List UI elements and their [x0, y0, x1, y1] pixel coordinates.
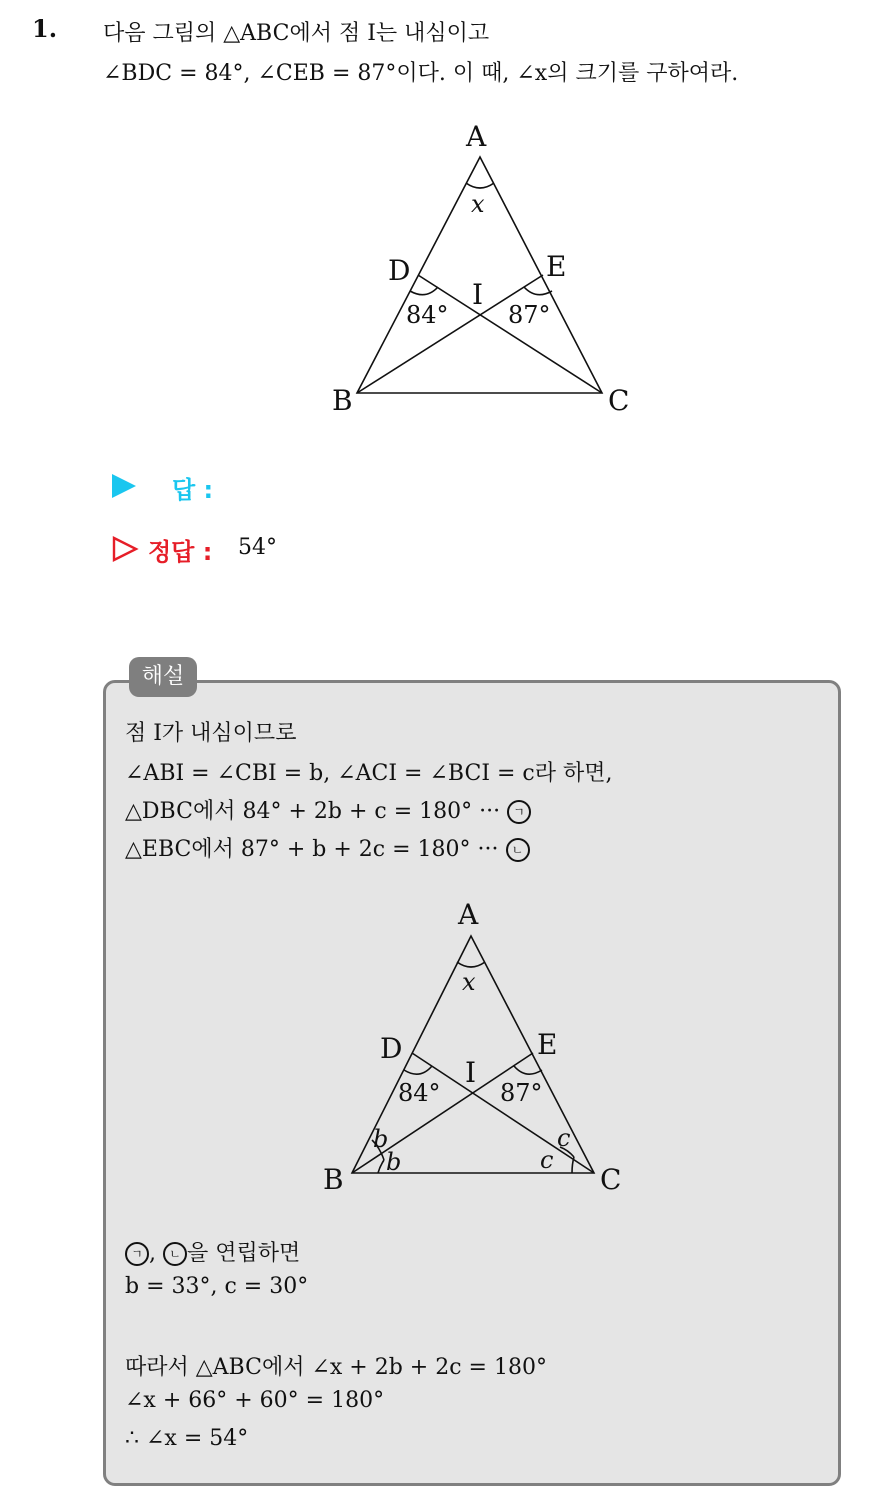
question-line-2: ∠BDC = 84°, ∠CEB = 87°이다. 이 때, ∠x의 크기를 구하여라.: [103, 61, 739, 86]
vertex-label-b: B: [332, 384, 353, 417]
circled-mark-2b: ㄴ: [163, 1242, 187, 1266]
incenter-label-i-2: I: [465, 1056, 477, 1089]
correct-answer-value: 54°: [238, 535, 277, 560]
circled-mark-1: ㄱ: [507, 800, 531, 824]
solution-line-5: [125, 1236, 300, 1267]
angle-x-label: x: [471, 190, 485, 218]
angle-84-label: 84°: [406, 301, 449, 329]
answer-label: 답 :: [172, 476, 214, 504]
solution-line-2: ∠ABI = ∠CBI = b, ∠ACI = ∠BCI = c라 하면,: [125, 761, 613, 786]
solution-line-9: ∴ ∠x = 54°: [125, 1426, 249, 1451]
solution-line-3-text: △DBC에서 84° + 2b + c = 180° ···: [125, 799, 501, 824]
vertex-label-e-2: E: [537, 1028, 558, 1061]
vertex-label-c: C: [608, 384, 630, 417]
vertex-label-d: D: [388, 254, 411, 287]
vertex-label-a: A: [466, 120, 487, 153]
angle-x-label-2: x: [462, 968, 476, 996]
question-number: 1.: [32, 14, 58, 43]
solution-line-1: 점 I가 내심이므로: [125, 721, 297, 746]
angle-87-label-2: 87°: [500, 1079, 543, 1107]
circled-mark-2: ㄴ: [506, 838, 530, 862]
vertex-label-a-2: A: [458, 898, 479, 931]
solution-line-5-sep: ,: [149, 1241, 156, 1266]
solution-line-8: ∠x + 66° + 60° = 180°: [125, 1388, 385, 1413]
solution-line-6: b = 33°, c = 30°: [125, 1274, 309, 1299]
solution-tab: 해설: [129, 657, 197, 697]
angle-87-label: 87°: [508, 301, 551, 329]
circled-mark-1b: ㄱ: [125, 1242, 149, 1266]
question-line-1: 다음 그림의 △ABC에서 점 I는 내심이고: [103, 21, 490, 46]
angle-b-label-lower: b: [386, 1148, 402, 1176]
vertex-label-e: E: [546, 250, 567, 283]
solution-line-5-text: 을 연립하면: [187, 1241, 301, 1266]
solution-line-7: 따라서 △ABC에서 ∠x + 2b + 2c = 180°: [125, 1355, 547, 1380]
angle-b-label-upper: b: [373, 1125, 389, 1153]
correct-answer-label: 정답 :: [148, 538, 213, 566]
solution-line-4-text: △EBC에서 87° + b + 2c = 180° ···: [125, 837, 499, 862]
angle-84-label-2: 84°: [398, 1079, 441, 1107]
vertex-label-b-2: B: [323, 1163, 344, 1196]
angle-c-label-upper: c: [557, 1124, 571, 1152]
vertex-label-c-2: C: [600, 1163, 622, 1196]
angle-c-label-lower: c: [540, 1146, 554, 1174]
incenter-label-i: I: [472, 278, 484, 311]
vertex-label-d-2: D: [380, 1032, 403, 1065]
